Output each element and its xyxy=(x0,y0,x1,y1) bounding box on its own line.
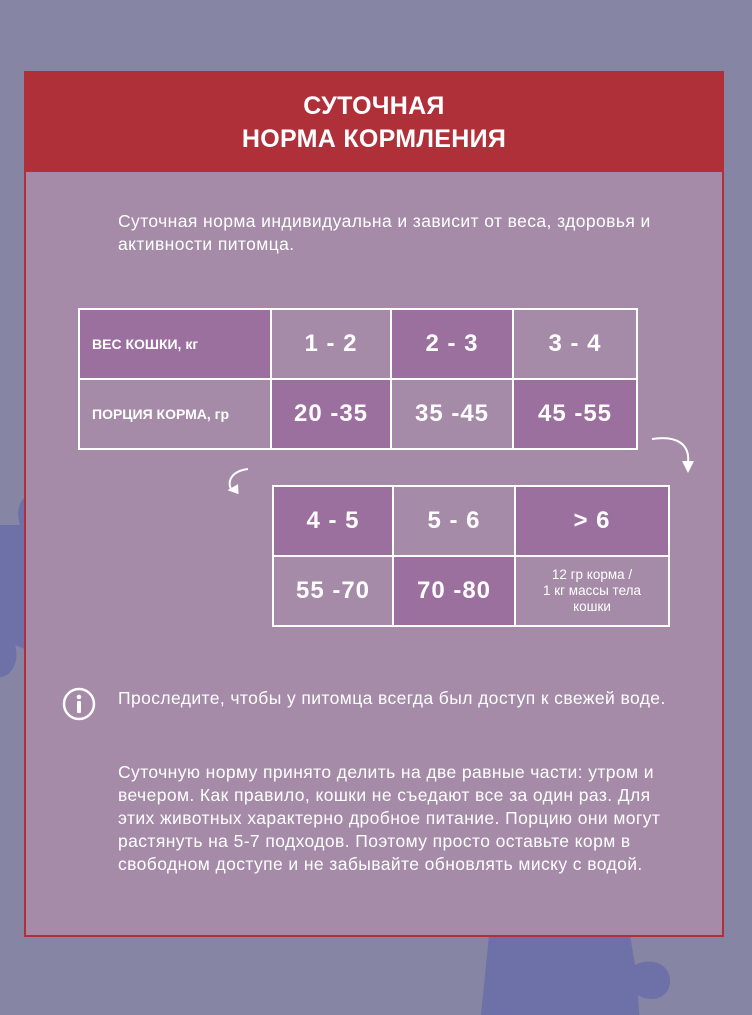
curved-arrow-left-icon xyxy=(220,465,270,505)
portion-cell: 20 -35 xyxy=(271,379,391,449)
portion-cell: 45 -55 xyxy=(513,379,637,449)
intro-text: Суточная норма индивидуальна и зависит от веса, здоровья и активности питомца. xyxy=(118,211,651,254)
table-row xyxy=(79,379,637,449)
portion-cell: 55 -70 xyxy=(273,556,393,626)
weight-cell: 4 - 5 xyxy=(273,486,393,556)
feeding-card xyxy=(24,71,724,937)
portion-cell: 70 -80 xyxy=(393,556,515,626)
header-title-line1: СУТОЧНАЯ xyxy=(303,91,445,120)
note-line: 12 гр корма / xyxy=(551,567,633,582)
portion-label-cell: ПОРЦИЯ КОРМА, гр xyxy=(79,379,271,449)
weight-label-cell: ВЕС КОШКИ, кг xyxy=(79,309,271,379)
header-title-line2: НОРМА КОРМЛЕНИЯ xyxy=(241,124,507,153)
weight-cell: 1 - 2 xyxy=(271,309,391,379)
note-line: кошки xyxy=(573,599,611,614)
advice-text: Суточную норму принято делить на две равные части: утром и вечером. Как правило, кошки не съедают все за один раз. Для этих животных характерно дробное питание. Порцию они могут растянуть на 5-7 подходов. Поэтому просто оставьте корм в свободном доступе и не забывайте обновлять миску с водой. xyxy=(118,762,661,874)
weight-cell: 5 - 6 xyxy=(393,486,515,556)
table-row xyxy=(79,309,637,379)
portion-note-cell xyxy=(515,556,669,626)
table-row xyxy=(273,556,669,626)
note-line: 1 кг массы тела xyxy=(542,583,642,598)
feeding-table-1 xyxy=(78,308,638,450)
weight-cell: 3 - 4 xyxy=(513,309,637,379)
weight-cell: 2 - 3 xyxy=(391,309,513,379)
feeding-table-2 xyxy=(272,485,670,627)
info-text: Проследите, чтобы у питомца всегда был доступ к свежей воде. xyxy=(118,688,666,708)
info-icon xyxy=(62,687,96,721)
portion-cell: 35 -45 xyxy=(391,379,513,449)
weight-cell: > 6 xyxy=(515,486,669,556)
card-header xyxy=(26,73,722,172)
table-row xyxy=(273,486,669,556)
curved-arrow-right-icon xyxy=(648,431,698,481)
